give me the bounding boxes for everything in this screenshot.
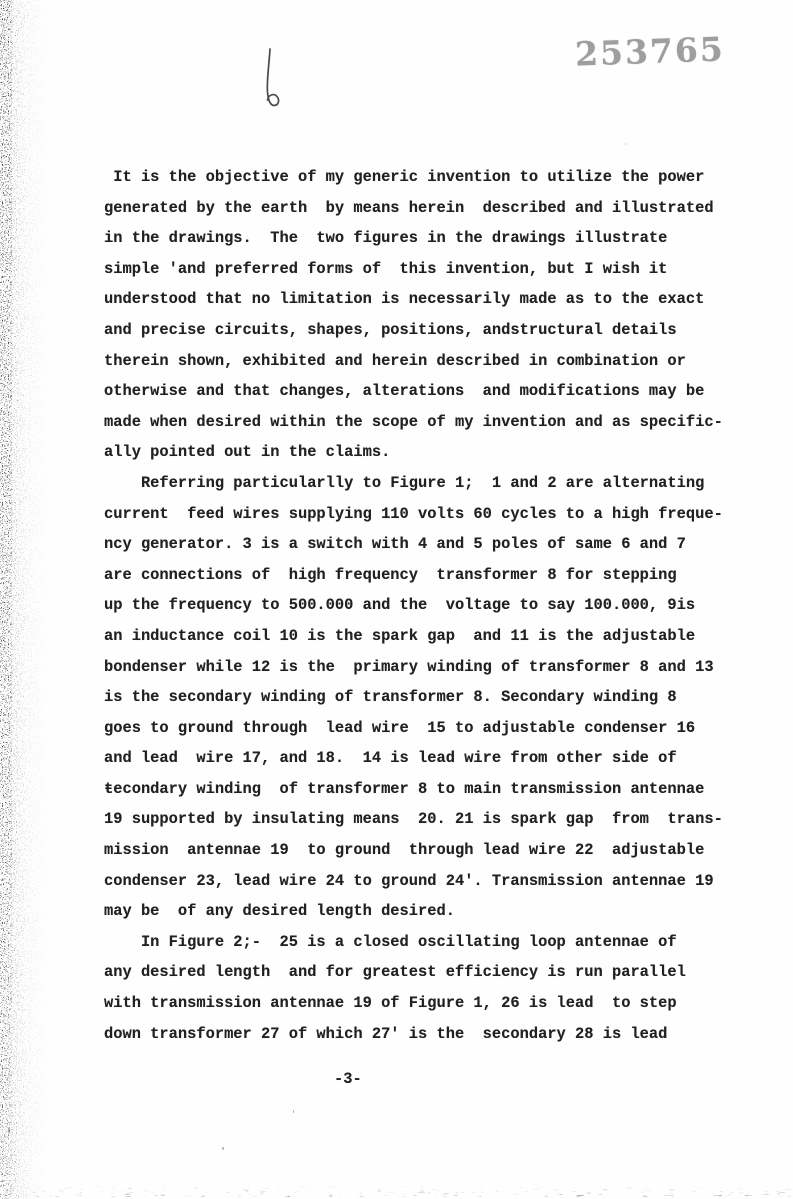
text-line: simple 'and preferred forms of this invention, but I wish it	[104, 259, 668, 278]
scan-edge-artifact	[0, 0, 48, 1199]
text-line: Referring particularlly to Figure 1; 1 and 2 are alternating	[104, 473, 705, 492]
text-line: and lead wire 17, and 18. 14 is lead wire from other side of	[104, 749, 677, 768]
text-line: down transformer 27 of which 27' is the secondary 28 is lead	[104, 1024, 668, 1043]
scan-speck	[222, 1147, 224, 1150]
text-line: goes to ground through lead wire 15 to adjustable condenser 16	[104, 718, 696, 737]
text-line: In Figure 2;- 25 is a closed oscillating loop antennae of	[104, 932, 677, 951]
text-line: ally pointed out in the claims.	[104, 443, 391, 462]
scan-speck	[293, 1110, 294, 1113]
text-line: 19 supported by insulating means 20. 21 is spark gap from trans-	[104, 810, 723, 829]
text-line: ŧecondary winding of transformer 8 to main transmission antennae	[104, 779, 705, 798]
text-line: in the drawings. The two figures in the drawings illustrate	[104, 229, 668, 248]
text-line: up the frequency to 500.000 and the voltage to say 100.000, 9is	[104, 596, 696, 615]
scan-speck	[625, 143, 626, 145]
text-line: bondenser while 12 is the primary winding of transformer 8 and 13	[104, 657, 714, 676]
text-line: understood that no limitation is necessarily made as to the exact	[104, 290, 705, 309]
text-line: with transmission antennae 19 of Figure 1, 26 is lead to step	[104, 994, 677, 1013]
text-line: generated by the earth by means herein described and illustrated	[104, 198, 714, 217]
text-line: condenser 23, lead wire 24 to ground 24'. Transmission antennae 19	[104, 871, 714, 890]
text-line: an inductance coil 10 is the spark gap and 11 is the adjustable	[104, 626, 696, 645]
text-line: is the secondary winding of transformer 8. Secondary winding 8	[104, 688, 677, 707]
serial-number-stamp: 253765	[574, 29, 726, 74]
page-number: -3-	[334, 1070, 362, 1088]
handwritten-mark	[261, 47, 287, 111]
text-line: ncy generator. 3 is a switch with 4 and 5 poles of same 6 and 7	[104, 535, 686, 554]
text-line: otherwise and that changes, alterations and modifications may be	[104, 382, 705, 401]
typed-body-text	[104, 162, 764, 1049]
text-line: therein shown, exhibited and herein described in combination or	[104, 351, 686, 370]
text-line: current feed wires supplying 110 volts 60 cycles to a high freque-	[104, 504, 723, 523]
scan-bottom-artifact	[0, 1185, 793, 1197]
text-line: may be of any desired length desired.	[104, 902, 455, 921]
text-line: It is the objective of my generic invention to utilize the power	[104, 168, 705, 186]
text-line: are connections of high frequency transformer 8 for stepping	[104, 565, 677, 584]
text-line: made when desired within the scope of my invention and as specific-	[104, 412, 723, 431]
text-line: and precise circuits, shapes, positions, andstructural details	[104, 320, 677, 339]
text-line: any desired length and for greatest efficiency is run parallel	[104, 963, 686, 982]
text-line: mission antennae 19 to ground through lead wire 22 adjustable	[104, 841, 705, 860]
scan-speck	[8, 1127, 10, 1133]
